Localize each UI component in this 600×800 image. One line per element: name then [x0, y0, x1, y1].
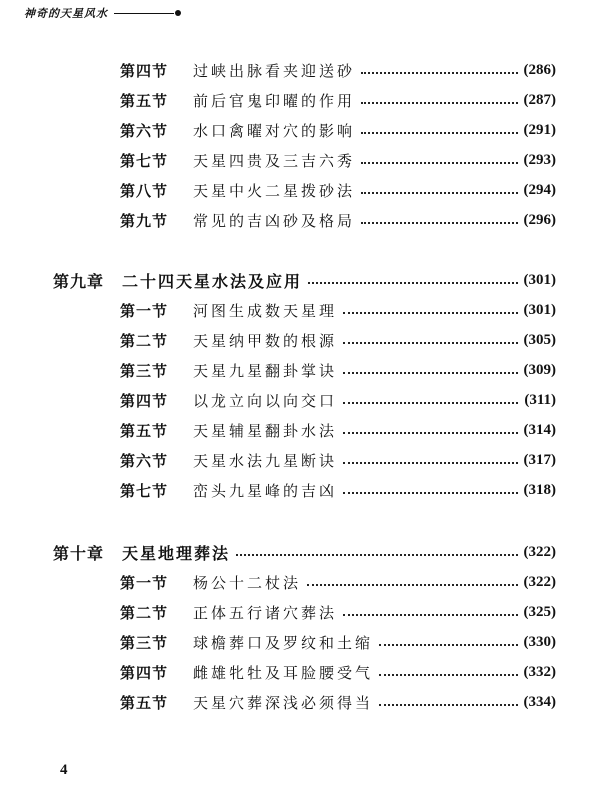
entry-page: (305)	[523, 331, 556, 348]
toc-entry[interactable]	[0, 207, 600, 233]
chapter-title: 天星地理葬法	[122, 543, 231, 563]
entry-number: 第一节	[120, 301, 169, 320]
dot-leader	[379, 644, 517, 646]
entry-page: (334)	[523, 693, 556, 710]
entry-number: 第六节	[120, 451, 169, 470]
toc-entry[interactable]	[0, 117, 600, 143]
entry-page: (311)	[524, 391, 556, 408]
entry-title: 天星中火二星拨砂法	[193, 181, 356, 200]
entry-title: 雌雄牝牡及耳脸腰受气	[193, 663, 374, 682]
entry-page: (286)	[523, 61, 556, 78]
entry-number: 第七节	[120, 481, 169, 500]
entry-page: (291)	[523, 121, 556, 138]
toc-entry[interactable]	[0, 387, 600, 413]
toc-entry[interactable]	[0, 689, 600, 715]
entry-page: (317)	[523, 451, 556, 468]
toc-entry[interactable]	[0, 297, 600, 323]
dot-leader	[361, 222, 517, 224]
dot-leader	[343, 614, 517, 616]
entry-title: 河图生成数天星理	[193, 301, 338, 320]
toc-entry[interactable]	[0, 87, 600, 113]
toc-entry[interactable]	[0, 177, 600, 203]
entry-number: 第四节	[120, 61, 169, 80]
entry-page: (325)	[523, 603, 556, 620]
toc-chapter[interactable]	[0, 267, 600, 293]
dot-leader	[361, 72, 517, 74]
dot-leader	[361, 102, 517, 104]
entry-number: 第五节	[120, 421, 169, 440]
entry-title: 常见的吉凶砂及格局	[193, 211, 356, 230]
dot-leader	[343, 462, 517, 464]
dot-leader	[343, 492, 517, 494]
page-number: 4	[60, 762, 68, 778]
entry-page: (301)	[523, 301, 556, 318]
dot-leader	[343, 402, 518, 404]
dot-leader	[361, 162, 517, 164]
entry-title: 水口禽曜对穴的影响	[193, 121, 356, 140]
entry-number: 第一节	[120, 573, 169, 592]
toc-entry[interactable]	[0, 569, 600, 595]
toc-entry[interactable]	[0, 417, 600, 443]
entry-title: 天星九星翻卦掌诀	[193, 361, 338, 380]
chapter-number: 第九章	[53, 271, 105, 291]
entry-page: (287)	[523, 91, 556, 108]
dot-leader	[343, 342, 517, 344]
entry-page: (296)	[523, 211, 556, 228]
entry-page: (318)	[523, 481, 556, 498]
entry-number: 第九节	[120, 211, 169, 230]
toc-entry[interactable]	[0, 629, 600, 655]
entry-page: (294)	[523, 181, 556, 198]
entry-number: 第四节	[120, 663, 169, 682]
entry-title: 天星穴葬深浅必须得当	[193, 693, 374, 712]
toc-entry[interactable]	[0, 57, 600, 83]
book-title: 神奇的天星风水	[24, 7, 108, 20]
entry-page: (314)	[523, 421, 556, 438]
entry-number: 第二节	[120, 603, 169, 622]
entry-number: 第三节	[120, 361, 169, 380]
entry-page: (330)	[523, 633, 556, 650]
toc-entry[interactable]	[0, 599, 600, 625]
entry-number: 第五节	[120, 693, 169, 712]
toc-entry[interactable]	[0, 357, 600, 383]
toc-entry[interactable]	[0, 147, 600, 173]
entry-title: 峦头九星峰的吉凶	[193, 481, 338, 500]
entry-number: 第六节	[120, 121, 169, 140]
chapter-title: 二十四天星水法及应用	[122, 271, 303, 291]
toc-entry[interactable]	[0, 477, 600, 503]
entry-title: 天星纳甲数的根源	[193, 331, 338, 350]
entry-number: 第五节	[120, 91, 169, 110]
entry-title: 前后官鬼印曜的作用	[193, 91, 356, 110]
dot-leader	[308, 282, 517, 284]
toc-entry[interactable]	[0, 659, 600, 685]
toc-entry[interactable]	[0, 327, 600, 353]
entry-title: 杨公十二杖法	[193, 573, 302, 592]
dot-leader	[361, 132, 517, 134]
dot-leader	[343, 312, 517, 314]
entry-number: 第三节	[120, 633, 169, 652]
entry-title: 天星四贵及三吉六秀	[193, 151, 356, 170]
entry-page: (309)	[523, 361, 556, 378]
dot-leader	[307, 584, 517, 586]
chapter-number: 第十章	[53, 543, 105, 563]
entry-title: 天星辅星翻卦水法	[193, 421, 338, 440]
chapter-page: (301)	[523, 271, 556, 288]
entry-page: (322)	[523, 573, 556, 590]
entry-page: (293)	[523, 151, 556, 168]
entry-number: 第二节	[120, 331, 169, 350]
entry-title: 球檐葬口及罗纹和土缩	[193, 633, 374, 652]
entry-title: 过峡出脉看夹迎送砂	[193, 61, 356, 80]
entry-title: 正体五行诸穴葬法	[193, 603, 338, 622]
toc-chapter[interactable]	[0, 539, 600, 565]
entry-title: 天星水法九星断诀	[193, 451, 338, 470]
dot-leader	[236, 554, 517, 556]
entry-number: 第四节	[120, 391, 169, 410]
dot-leader	[343, 372, 517, 374]
chapter-page: (322)	[523, 543, 556, 560]
entry-number: 第八节	[120, 181, 169, 200]
dot-leader	[379, 674, 517, 676]
entry-page: (332)	[523, 663, 556, 680]
dot-leader	[361, 192, 517, 194]
toc-entry[interactable]	[0, 447, 600, 473]
dot-leader	[379, 704, 517, 706]
dot-leader	[343, 432, 517, 434]
entry-number: 第七节	[120, 151, 169, 170]
entry-title: 以龙立向以向交口	[193, 391, 338, 410]
